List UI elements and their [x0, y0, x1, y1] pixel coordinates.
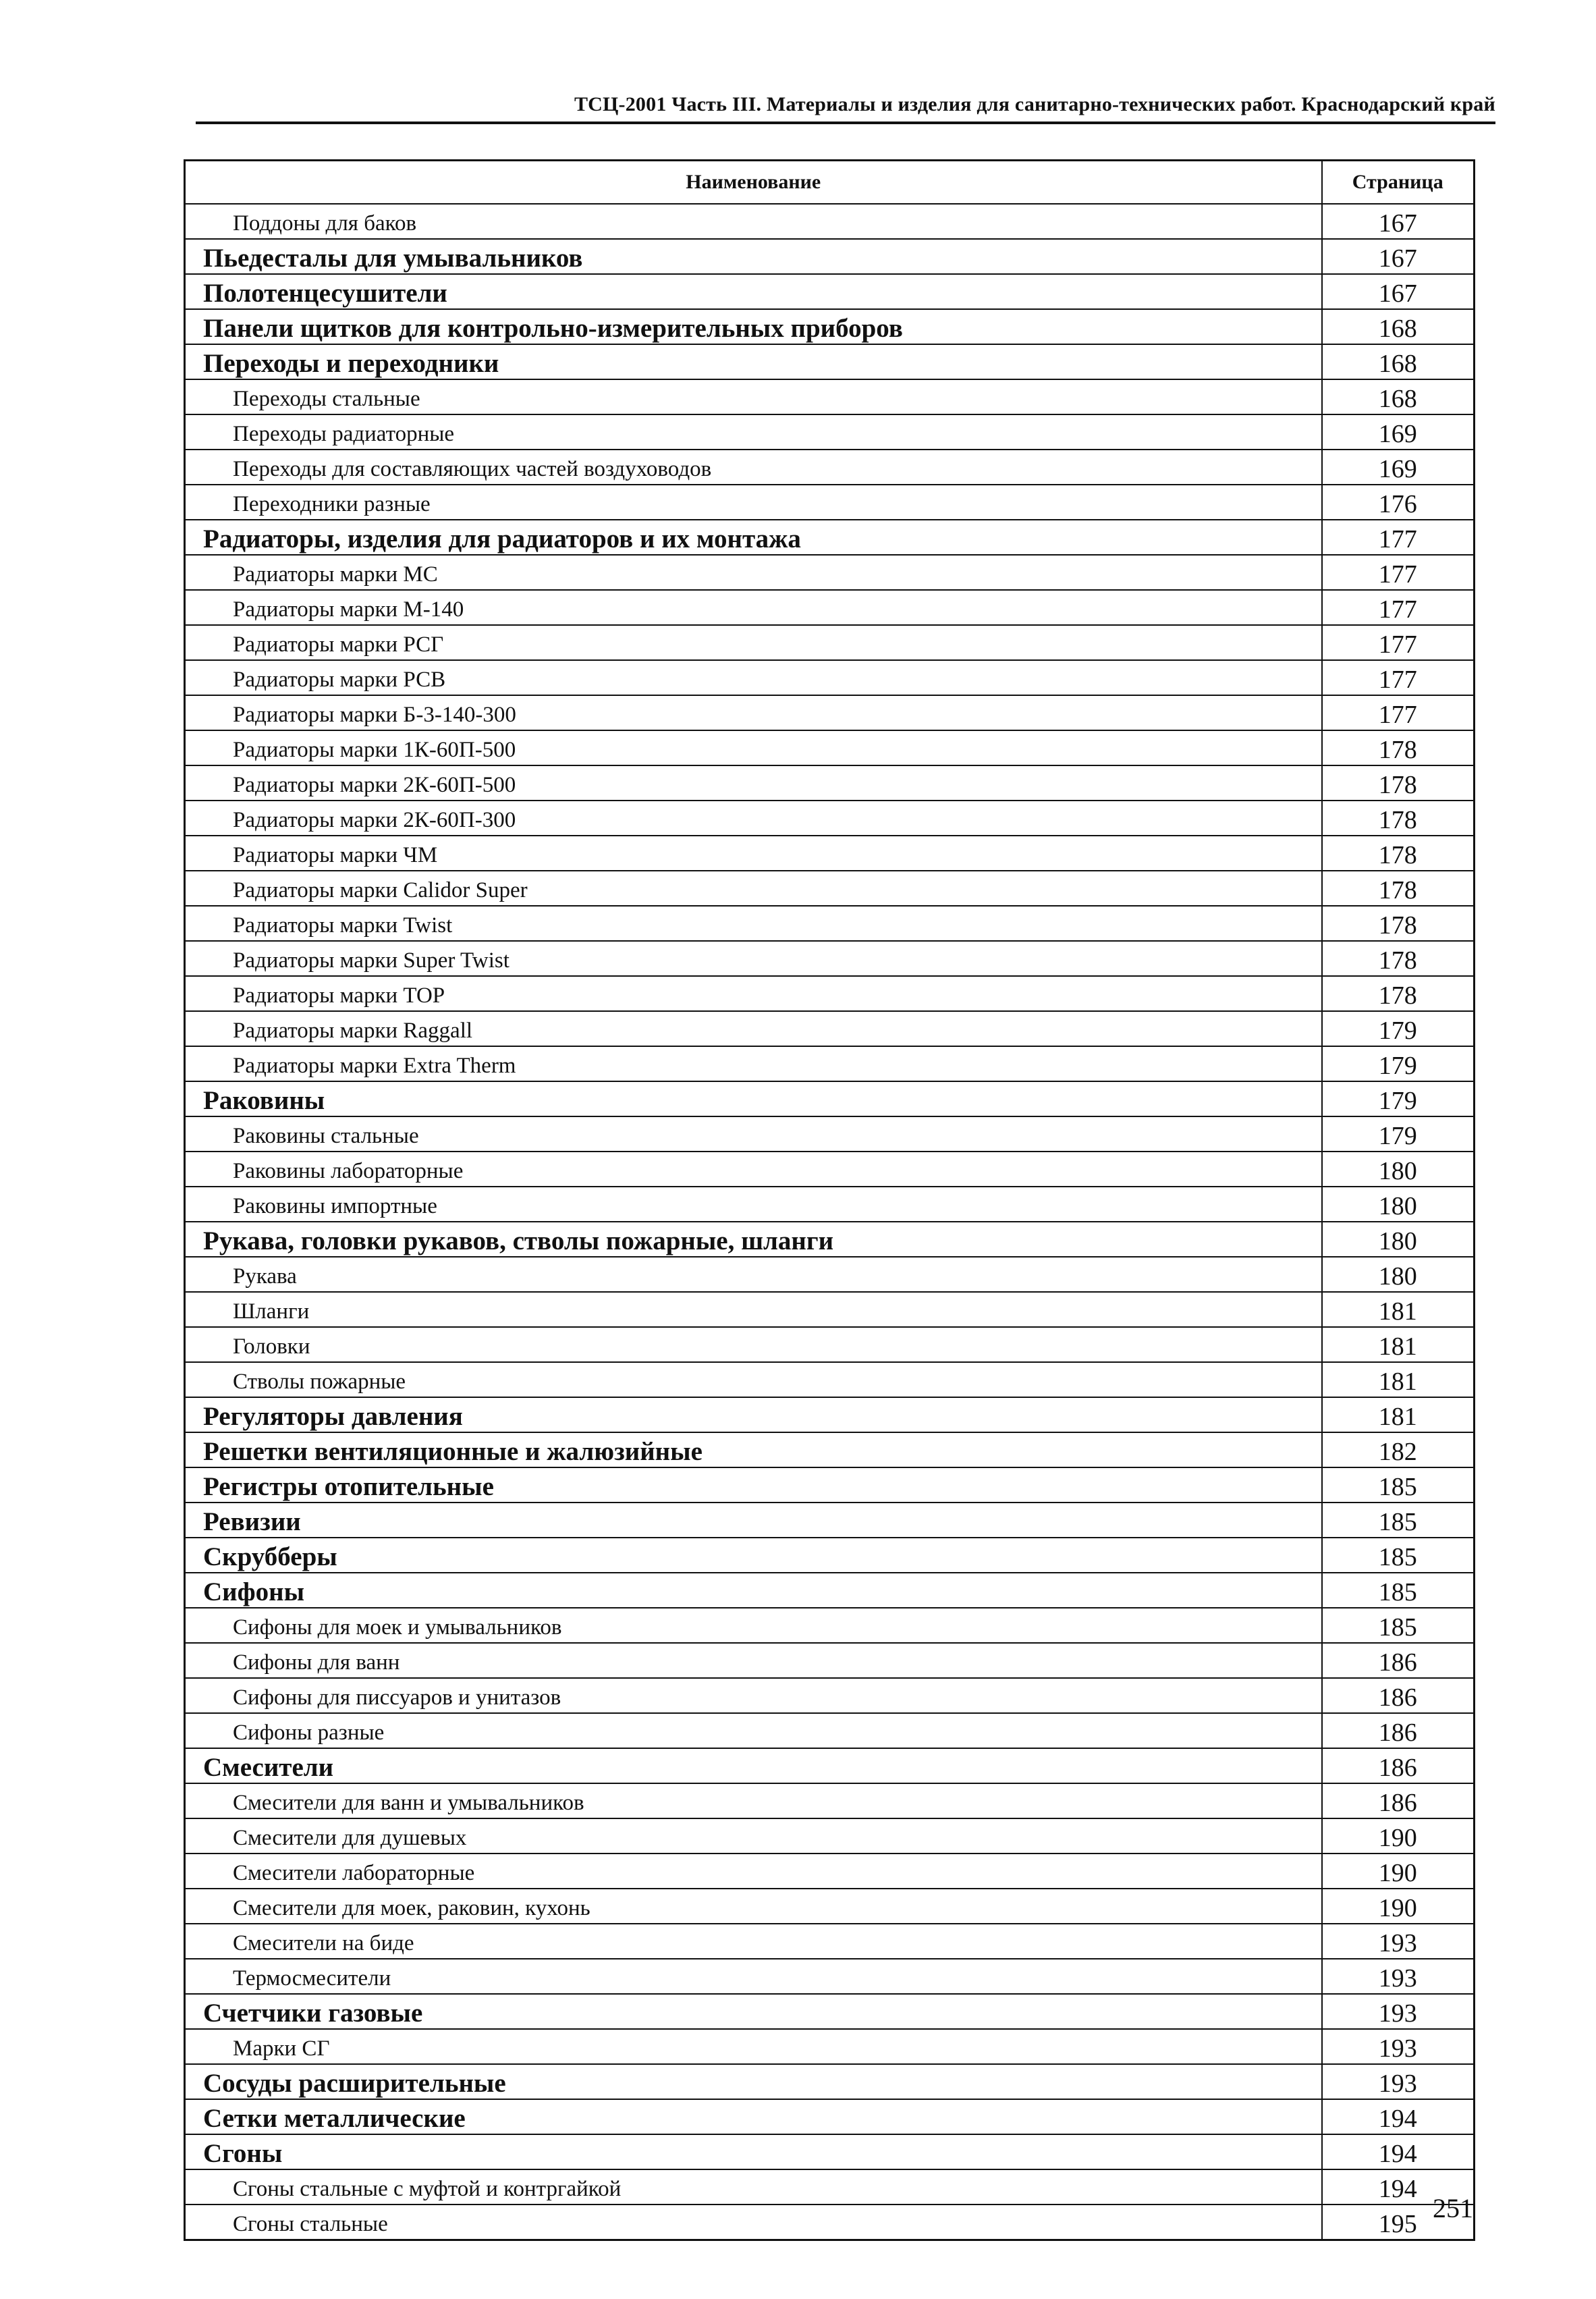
section-title: Решетки вентиляционные и жалюзийные — [185, 1432, 1322, 1467]
page-ref: 167 — [1322, 274, 1475, 309]
page-ref: 176 — [1322, 485, 1475, 520]
page-ref: 185 — [1322, 1608, 1475, 1643]
page-ref: 186 — [1322, 1783, 1475, 1818]
table-row — [185, 1046, 1475, 1081]
page-ref: 185 — [1322, 1573, 1475, 1608]
page-ref: 194 — [1322, 2099, 1475, 2134]
subsection-title: Радиаторы марки Calidor Super — [185, 871, 1322, 906]
table-row — [185, 976, 1475, 1011]
table-row — [185, 1011, 1475, 1046]
subsection-title: Головки — [185, 1327, 1322, 1362]
subsection-title: Смесители для душевых — [185, 1818, 1322, 1854]
table-row — [185, 274, 1475, 309]
section-title: Раковины — [185, 1081, 1322, 1116]
page-ref: 180 — [1322, 1222, 1475, 1257]
subsection-title: Радиаторы марки МС — [185, 555, 1322, 590]
page-ref: 177 — [1322, 695, 1475, 730]
page-ref: 193 — [1322, 1924, 1475, 1959]
subsection-title: Радиаторы марки ЧМ — [185, 836, 1322, 871]
table-row — [185, 1713, 1475, 1748]
subsection-title: Поддоны для баков — [185, 204, 1322, 239]
section-title: Сгоны — [185, 2134, 1322, 2169]
page-ref: 193 — [1322, 2064, 1475, 2099]
table-row — [185, 906, 1475, 941]
page-ref: 190 — [1322, 1854, 1475, 1889]
section-title: Радиаторы, изделия для радиаторов и их монтажа — [185, 520, 1322, 555]
page-ref: 179 — [1322, 1046, 1475, 1081]
subsection-title: Смесители лабораторные — [185, 1854, 1322, 1889]
page-ref: 178 — [1322, 906, 1475, 941]
subsection-title: Радиаторы марки Super Twist — [185, 941, 1322, 976]
page-ref: 185 — [1322, 1467, 1475, 1503]
section-title: Регуляторы давления — [185, 1397, 1322, 1432]
subsection-title: Смесители на биде — [185, 1924, 1322, 1959]
table-row — [185, 1818, 1475, 1854]
page-ref: 167 — [1322, 204, 1475, 239]
subsection-title: Переходы радиаторные — [185, 414, 1322, 450]
page-ref: 168 — [1322, 379, 1475, 414]
page-ref: 180 — [1322, 1152, 1475, 1187]
subsection-title: Радиаторы марки TOP — [185, 976, 1322, 1011]
table-row — [185, 414, 1475, 450]
table-row — [185, 1327, 1475, 1362]
subsection-title: Радиаторы марки Twist — [185, 906, 1322, 941]
section-title: Сифоны — [185, 1573, 1322, 1608]
page-ref: 181 — [1322, 1397, 1475, 1432]
page-ref: 186 — [1322, 1748, 1475, 1783]
subsection-title: Сифоны для моек и умывальников — [185, 1608, 1322, 1643]
subsection-title: Радиаторы марки 1К-60П-500 — [185, 730, 1322, 765]
table-row — [185, 1748, 1475, 1783]
table-row — [185, 1503, 1475, 1538]
subsection-title: Переходы стальные — [185, 379, 1322, 414]
subsection-title: Смесители для ванн и умывальников — [185, 1783, 1322, 1818]
table-row — [185, 1292, 1475, 1327]
section-title: Переходы и переходники — [185, 344, 1322, 379]
table-row — [185, 695, 1475, 730]
page-ref: 178 — [1322, 941, 1475, 976]
table-row — [185, 379, 1475, 414]
table-row — [185, 871, 1475, 906]
subsection-title: Раковины лабораторные — [185, 1152, 1322, 1187]
page-ref: 186 — [1322, 1643, 1475, 1678]
table-row — [185, 836, 1475, 871]
table-row — [185, 1573, 1475, 1608]
subsection-title: Радиаторы марки 2К-60П-500 — [185, 765, 1322, 801]
page-ref: 178 — [1322, 765, 1475, 801]
table-row — [185, 730, 1475, 765]
page-ref: 186 — [1322, 1713, 1475, 1748]
subsection-title: Термосмесители — [185, 1959, 1322, 1994]
table-row — [185, 801, 1475, 836]
section-title: Сетки металлические — [185, 2099, 1322, 2134]
table-row — [185, 239, 1475, 274]
page-ref: 185 — [1322, 1503, 1475, 1538]
table-row — [185, 1538, 1475, 1573]
table-row — [185, 660, 1475, 695]
section-title: Смесители — [185, 1748, 1322, 1783]
section-title: Скрубберы — [185, 1538, 1322, 1573]
page-ref: 169 — [1322, 450, 1475, 485]
table-row — [185, 555, 1475, 590]
section-title: Ревизии — [185, 1503, 1322, 1538]
subsection-title: Стволы пожарные — [185, 1362, 1322, 1397]
page-ref: 168 — [1322, 344, 1475, 379]
table-row — [185, 1081, 1475, 1116]
page-ref: 177 — [1322, 555, 1475, 590]
table-row — [185, 1257, 1475, 1292]
page-ref: 177 — [1322, 520, 1475, 555]
table-row — [185, 309, 1475, 344]
section-title: Пьедесталы для умывальников — [185, 239, 1322, 274]
table-row — [185, 1608, 1475, 1643]
page-ref: 181 — [1322, 1327, 1475, 1362]
page-ref: 177 — [1322, 590, 1475, 625]
table-row — [185, 765, 1475, 801]
page-ref: 178 — [1322, 976, 1475, 1011]
table-row — [185, 485, 1475, 520]
table-row — [185, 625, 1475, 660]
page-ref: 195 — [1322, 2205, 1475, 2240]
page-ref: 178 — [1322, 871, 1475, 906]
table-row — [185, 204, 1475, 239]
page-ref: 182 — [1322, 1432, 1475, 1467]
subsection-title: Радиаторы марки РСВ — [185, 660, 1322, 695]
table-row — [185, 2064, 1475, 2099]
section-title: Панели щитков для контрольно-измерительных приборов — [185, 309, 1322, 344]
running-header: ТСЦ-2001 Часть III. Материалы и изделия для санитарно-технических работ. Краснодарский край — [574, 93, 1495, 115]
section-title: Регистры отопительные — [185, 1467, 1322, 1503]
subsection-title: Сифоны для писсуаров и унитазов — [185, 1678, 1322, 1713]
section-title: Рукава, головки рукавов, стволы пожарные, шланги — [185, 1222, 1322, 1257]
page-ref: 178 — [1322, 730, 1475, 765]
table-row — [185, 1116, 1475, 1152]
table-row — [185, 1362, 1475, 1397]
subsection-title: Радиаторы марки Raggall — [185, 1011, 1322, 1046]
subsection-title: Радиаторы марки Б-3-140-300 — [185, 695, 1322, 730]
subsection-title: Сифоны для ванн — [185, 1643, 1322, 1678]
page-ref: 181 — [1322, 1292, 1475, 1327]
page-ref: 167 — [1322, 239, 1475, 274]
header-rule — [196, 121, 1495, 124]
table-row — [185, 1854, 1475, 1889]
page-ref: 180 — [1322, 1187, 1475, 1222]
page-ref: 177 — [1322, 625, 1475, 660]
table-row — [185, 1643, 1475, 1678]
table-row — [185, 590, 1475, 625]
subsection-title: Смесители для моек, раковин, кухонь — [185, 1889, 1322, 1924]
page-ref: 190 — [1322, 1818, 1475, 1854]
contents-table — [184, 159, 1475, 2241]
table-row — [185, 1783, 1475, 1818]
table-row — [185, 1678, 1475, 1713]
table-row — [185, 450, 1475, 485]
page-ref: 168 — [1322, 309, 1475, 344]
page-ref: 185 — [1322, 1538, 1475, 1573]
page-ref: 178 — [1322, 836, 1475, 871]
table-row — [185, 1397, 1475, 1432]
page-ref: 179 — [1322, 1116, 1475, 1152]
section-title: Полотенцесушители — [185, 274, 1322, 309]
table-row — [185, 2029, 1475, 2064]
page-ref: 179 — [1322, 1011, 1475, 1046]
table-row — [185, 2169, 1475, 2205]
column-header-name: Наименование — [185, 161, 1322, 205]
table-row — [185, 1467, 1475, 1503]
table-row — [185, 1432, 1475, 1467]
section-title: Сосуды расширительные — [185, 2064, 1322, 2099]
subsection-title: Раковины стальные — [185, 1116, 1322, 1152]
page-ref: 180 — [1322, 1257, 1475, 1292]
subsection-title: Радиаторы марки РСГ — [185, 625, 1322, 660]
page-ref: 179 — [1322, 1081, 1475, 1116]
subsection-title: Раковины импортные — [185, 1187, 1322, 1222]
table-row — [185, 941, 1475, 976]
table-row — [185, 2099, 1475, 2134]
table-row — [185, 1959, 1475, 1994]
page-ref: 193 — [1322, 2029, 1475, 2064]
table-row — [185, 520, 1475, 555]
page-number: 251 — [1433, 2193, 1473, 2223]
table-row — [185, 1994, 1475, 2029]
table-row — [185, 1187, 1475, 1222]
subsection-title: Марки СГ — [185, 2029, 1322, 2064]
subsection-title: Радиаторы марки 2К-60П-300 — [185, 801, 1322, 836]
page-ref: 178 — [1322, 801, 1475, 836]
subsection-title: Радиаторы марки М-140 — [185, 590, 1322, 625]
table-row — [185, 2134, 1475, 2169]
page-ref: 181 — [1322, 1362, 1475, 1397]
subsection-title: Переходники разные — [185, 485, 1322, 520]
section-title: Счетчики газовые — [185, 1994, 1322, 2029]
page-ref: 186 — [1322, 1678, 1475, 1713]
page-ref: 194 — [1322, 2134, 1475, 2169]
table-row — [185, 2205, 1475, 2240]
page-ref: 169 — [1322, 414, 1475, 450]
subsection-title: Рукава — [185, 1257, 1322, 1292]
subsection-title: Сгоны стальные с муфтой и контргайкой — [185, 2169, 1322, 2205]
subsection-title: Сифоны разные — [185, 1713, 1322, 1748]
table-row — [185, 344, 1475, 379]
page-ref: 190 — [1322, 1889, 1475, 1924]
subsection-title: Сгоны стальные — [185, 2205, 1322, 2240]
page-ref: 193 — [1322, 1959, 1475, 1994]
subsection-title: Переходы для составляющих частей воздуховодов — [185, 450, 1322, 485]
table-row — [185, 1889, 1475, 1924]
subsection-title: Шланги — [185, 1292, 1322, 1327]
table-row — [185, 1222, 1475, 1257]
page-ref: 193 — [1322, 1994, 1475, 2029]
table-row — [185, 1152, 1475, 1187]
table-row — [185, 1924, 1475, 1959]
subsection-title: Радиаторы марки Extra Therm — [185, 1046, 1322, 1081]
page-ref: 194 — [1322, 2169, 1475, 2205]
column-header-page: Страница — [1322, 161, 1475, 205]
table-header-row — [185, 161, 1475, 205]
contents-table-body — [185, 204, 1475, 2240]
page-ref: 177 — [1322, 660, 1475, 695]
